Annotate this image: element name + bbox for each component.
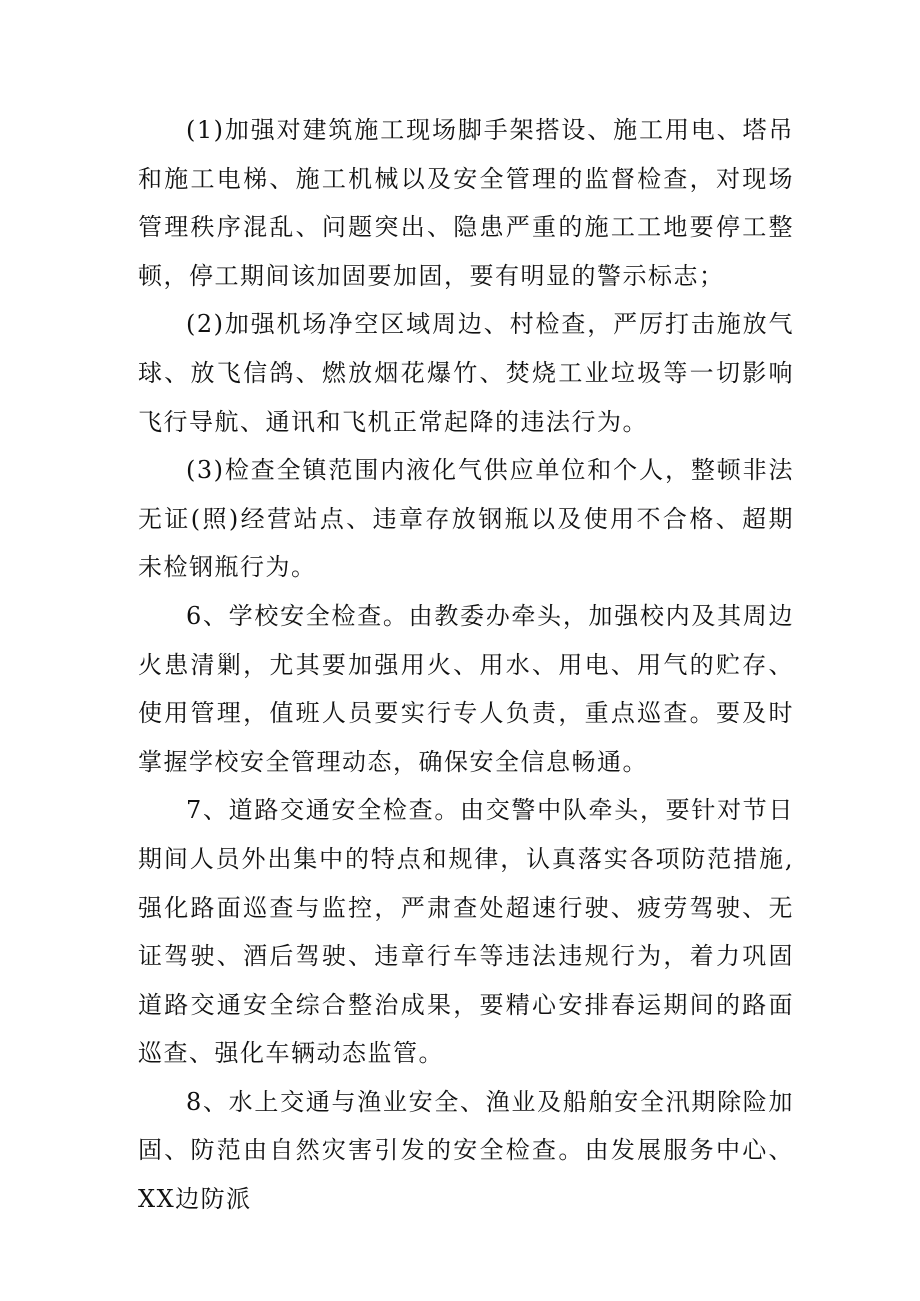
paragraph-lpg-inspection: (3)检查全镇范围内液化气供应单位和个人，整顿非法无证(照)经营站点、违章存放钢瓶以及使用不合格、超期未检钢瓶行为。 <box>138 456 794 582</box>
document-body <box>138 106 794 1224</box>
paragraph-water-transport: 8、水上交通与渔业安全、渔业及船舶安全汛期除险加固、防范由自然灾害引发的安全检查。由发展服务中心、XX边防派 <box>138 1087 794 1214</box>
paragraph-scaffold-inspection: (1)加强对建筑施工现场脚手架搭设、施工用电、塔吊和施工电梯、施工机械以及安全管理的监督检查，对现场管理秩序混乱、问题突出、隐患严重的施工工地要停工整顿，停工期间该加固要加固，要有明显的警示标志； <box>138 116 794 290</box>
paragraph-road-traffic: 7、道路交通安全检查。由交警中队牵头，要针对节日期间人员外出集中的特点和规律，认真落实各项防范措施,强化路面巡查与监控，严肃查处超速行驶、疲劳驾驶、无证驾驶、酒后驾驶、违章行车等违法违规行为，着力巩固道路交通安全综合整治成果，要精心安排春运期间的路面巡查、强化车辆动态监管。 <box>138 796 794 1068</box>
paragraph-school-safety: 6、学校安全检查。由教委办牵头，加强校内及其周边火患清剿，尤其要加强用火、用水、用电、用气的贮存、使用管理，值班人员要实行专人负责，重点巡查。要及时掌握学校安全管理动态，确保安全信息畅通。 <box>138 601 794 776</box>
paragraph-airport-clearance: (2)加强机场净空区域周边、村检查，严厉打击施放气球、放飞信鸽、燃放烟花爆竹、焚烧工业垃圾等一切影响飞行导航、通讯和飞机正常起降的违法行为。 <box>138 310 794 436</box>
